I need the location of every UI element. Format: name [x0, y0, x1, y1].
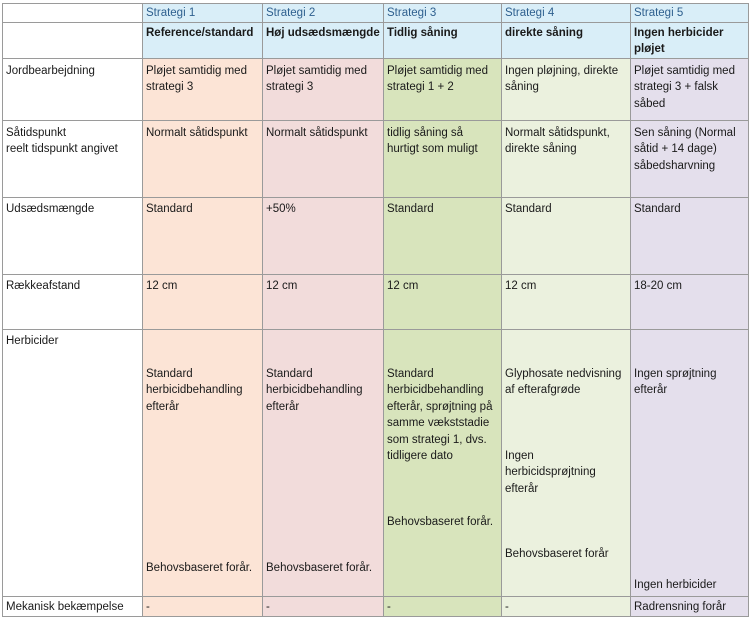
herbicide-autumn-text: Standard herbicidbehandling efterår	[146, 367, 243, 413]
row-label-raekkeafstand: Rækkeafstand	[3, 274, 143, 329]
herbicide-autumn-text: Standard herbicidbehandling efterår	[266, 367, 363, 413]
corner-cell	[3, 4, 143, 23]
herbicide-spring-text: Ingen herbicider	[634, 579, 717, 591]
table-cell: 12 cm	[384, 274, 502, 329]
strategy-1-label: Strategi 1	[143, 4, 263, 23]
strategy-4-name: direkte såning	[502, 22, 631, 58]
header-row-names	[3, 22, 749, 58]
table-cell: Normalt såtidspunkt, direkte såning	[502, 120, 631, 197]
table-cell: Standard	[631, 197, 749, 274]
table-cell	[143, 329, 263, 596]
table-cell: Standard	[384, 197, 502, 274]
table-row-raekkeafstand	[3, 274, 749, 329]
herbicide-spring-text: Behovsbaseret forår	[505, 548, 609, 560]
table-cell: tidlig såning så hurtigt som muligt	[384, 120, 502, 197]
herbicide-autumn-text: Standard herbicidbehandling efterår, sprøjtning på samme vækststadie som strategi 1, dvs. tidligere dato	[387, 367, 493, 462]
herbicide-autumn-text: Glyphosate nedvisning af efterafgrøde	[505, 367, 622, 396]
table-row-saatidspunkt	[3, 120, 749, 197]
corner-cell-2	[3, 22, 143, 58]
strategy-1-name: Reference/standard	[143, 22, 263, 58]
table-cell: Radrensning forår	[631, 596, 749, 616]
row-label-jordbearbejdning: Jordbearbejdning	[3, 58, 143, 120]
herbicide-spring-text: Behovsbaseret forår.	[146, 561, 253, 574]
table-cell: -	[263, 596, 384, 616]
table-cell	[263, 329, 384, 596]
row-label-herbicider: Herbicider	[3, 329, 143, 596]
strategy-4-label: Strategi 4	[502, 4, 631, 23]
table-cell: -	[143, 596, 263, 616]
table-cell	[631, 329, 749, 596]
strategy-table	[2, 3, 749, 617]
table-cell	[502, 329, 631, 596]
table-cell: -	[502, 596, 631, 616]
row-label-udsaedsmaengde: Udsædsmængde	[3, 197, 143, 274]
table-cell: Sen såning (Normal såtid + 14 dage) såbedsharvning	[631, 120, 749, 197]
strategy-3-name: Tidlig såning	[384, 22, 502, 58]
table-cell: +50%	[263, 197, 384, 274]
table-cell: Normalt såtidspunkt	[263, 120, 384, 197]
table-cell: Standard	[502, 197, 631, 274]
table-cell: Pløjet samtidig med strategi 3 + falsk såbed	[631, 58, 749, 120]
herbicide-spring-text: Behovsbaseret forår.	[266, 561, 373, 574]
table-cell	[384, 329, 502, 596]
herbicide-autumn-note: Ingen herbicidsprøjtning efterår	[505, 449, 596, 495]
strategy-5-name: Ingen herbicider pløjet	[631, 22, 749, 58]
table-cell: Standard	[143, 197, 263, 274]
table-cell: 12 cm	[263, 274, 384, 329]
table-row-jordbearbejdning	[3, 58, 749, 120]
table-cell: Pløjet samtidig med strategi 3	[263, 58, 384, 120]
herbicide-spring-text: Behovsbaseret forår.	[387, 515, 494, 528]
table-cell: Ingen pløjning, direkte såning	[502, 58, 631, 120]
strategy-3-label: Strategi 3	[384, 4, 502, 23]
header-row-strategies	[3, 4, 749, 23]
row-label-mekanisk: Mekanisk bekæmpelse	[3, 596, 143, 616]
row-label-saatidspunkt: Såtidspunkt reelt tidspunkt angivet	[3, 120, 143, 197]
strategy-2-name: Høj udsædsmængde	[263, 22, 384, 58]
table-cell: Pløjet samtidig med strategi 3	[143, 58, 263, 120]
table-cell: 12 cm	[143, 274, 263, 329]
table-cell: -	[384, 596, 502, 616]
table-cell: Normalt såtidspunkt	[143, 120, 263, 197]
table-cell: 18-20 cm	[631, 274, 749, 329]
table-row-udsaedsmaengde	[3, 197, 749, 274]
strategy-2-label: Strategi 2	[263, 4, 384, 23]
table-cell: 12 cm	[502, 274, 631, 329]
herbicide-autumn-text: Ingen sprøjtning efterår	[634, 367, 717, 396]
table-row-herbicider	[3, 329, 749, 596]
table-cell: Pløjet samtidig med strategi 1 + 2	[384, 58, 502, 120]
strategy-5-label: Strategi 5	[631, 4, 749, 23]
table-row-mekanisk	[3, 596, 749, 616]
